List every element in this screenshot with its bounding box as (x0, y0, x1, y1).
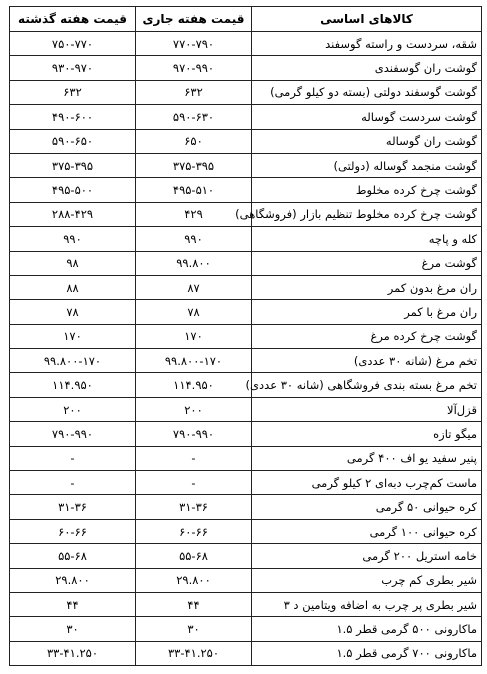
table-row (10, 373, 482, 397)
table-row (10, 495, 482, 519)
previous-price-cell: ۳۷۵-۳۹۵ (10, 153, 136, 177)
current-price-cell: ۱۷۰ (136, 324, 252, 348)
previous-price-cell: ۳۳-۴۱.۲۵۰ (10, 641, 136, 665)
item-name-cell: ران مرغ بدون کمر (252, 275, 482, 299)
previous-price-cell: ۸۸ (10, 275, 136, 299)
current-price-cell: ۴۹۵-۵۱۰ (136, 178, 252, 202)
current-price-cell: ۵۵-۶۸ (136, 544, 252, 568)
current-price-cell: ۳۷۵-۳۹۵ (136, 153, 252, 177)
header-previous-week: قیمت هفته گذشته (10, 7, 136, 32)
previous-price-cell: ۳۱-۳۶ (10, 495, 136, 519)
header-item: کالاهای اساسی (252, 7, 482, 32)
previous-price-cell: - (10, 471, 136, 495)
current-price-cell: ۳۰ (136, 617, 252, 641)
table-row (10, 471, 482, 495)
table-row (10, 397, 482, 421)
current-price-cell: ۲۹.۸۰۰ (136, 568, 252, 592)
item-name-cell: ران مرغ با کمر (252, 300, 482, 324)
current-price-cell: ۷۷۰-۷۹۰ (136, 32, 252, 56)
previous-price-cell: ۷۸ (10, 300, 136, 324)
item-name-cell: گوشت ران گوساله (252, 129, 482, 153)
current-price-cell: ۹۷۰-۹۹۰ (136, 56, 252, 80)
previous-price-cell: ۶۳۲ (10, 80, 136, 104)
previous-price-cell: ۴۹۰-۶۰۰ (10, 105, 136, 129)
item-name-cell: ماکارونی ۷۰۰ گرمی قطر ۱.۵ (252, 641, 482, 665)
table-row (10, 641, 482, 665)
previous-price-cell: ۲۹.۸۰۰ (10, 568, 136, 592)
previous-price-cell: ۶۰-۶۶ (10, 519, 136, 543)
table-row (10, 32, 482, 56)
header-current-week: قیمت هفته جاری (136, 7, 252, 32)
previous-price-cell: ۱۷۰ (10, 324, 136, 348)
table-row (10, 422, 482, 446)
previous-price-cell: ۳۰ (10, 617, 136, 641)
item-name-cell: قزل‌آلا (252, 397, 482, 421)
current-price-cell: ۹۹.۸۰۰ (136, 251, 252, 275)
item-name-cell: کره حیوانی ۱۰۰ گرمی (252, 519, 482, 543)
current-price-cell: - (136, 471, 252, 495)
item-name-cell: تخم مرغ بسته بندی فروشگاهی (شانه ۳۰ عددی) (252, 373, 482, 397)
table-row (10, 568, 482, 592)
table-row (10, 275, 482, 299)
item-name-cell: کله و پاچه (252, 227, 482, 251)
item-name-cell: گوشت منجمد گوساله (دولتی) (252, 153, 482, 177)
table-row (10, 251, 482, 275)
current-price-cell: ۳۱-۳۶ (136, 495, 252, 519)
previous-price-cell: ۴۹۵-۵۰۰ (10, 178, 136, 202)
item-name-cell: گوشت مرغ (252, 251, 482, 275)
item-name-cell: گوشت سردست گوساله (252, 105, 482, 129)
current-price-cell: ۱۱۴.۹۵۰ (136, 373, 252, 397)
table-row (10, 80, 482, 104)
current-price-cell: ۴۲۹ (136, 202, 252, 226)
previous-price-cell: ۹۹.۸۰۰-۱۷۰ (10, 349, 136, 373)
current-price-cell: ۷۸ (136, 300, 252, 324)
item-name-cell: کره حیوانی ۵۰ گرمی (252, 495, 482, 519)
item-name-cell: پنیر سفید یو اف ۴۰۰ گرمی (252, 446, 482, 470)
item-name-cell: ماست کم‌چرب دبه‌ای ۲ کیلو گرمی (252, 471, 482, 495)
table-row (10, 300, 482, 324)
previous-price-cell: ۹۹۰ (10, 227, 136, 251)
table-row (10, 592, 482, 616)
current-price-cell: ۹۹.۸۰۰-۱۷۰ (136, 349, 252, 373)
previous-price-cell: ۵۵-۶۸ (10, 544, 136, 568)
table-row (10, 617, 482, 641)
table-row (10, 227, 482, 251)
current-price-cell: ۴۴ (136, 592, 252, 616)
previous-price-cell: ۹۳۰-۹۷۰ (10, 56, 136, 80)
item-name-cell: گوشت ران گوسفندی (252, 56, 482, 80)
table-row (10, 178, 482, 202)
current-price-cell: ۶۳۲ (136, 80, 252, 104)
previous-price-cell: ۲۸۸-۴۲۹ (10, 202, 136, 226)
item-name-cell: ماکارونی ۵۰۰ گرمی قطر ۱.۵ (252, 617, 482, 641)
previous-price-cell: ۱۱۴.۹۵۰ (10, 373, 136, 397)
current-price-cell: ۹۹۰ (136, 227, 252, 251)
current-price-cell: ۷۹۰-۹۹۰ (136, 422, 252, 446)
table-body (10, 32, 482, 666)
table-row (10, 202, 482, 226)
previous-price-cell: ۵۹۰-۶۵۰ (10, 129, 136, 153)
current-price-cell: ۵۹۰-۶۳۰ (136, 105, 252, 129)
table-row (10, 349, 482, 373)
price-table-container (9, 6, 481, 666)
item-name-cell: گوشت چرخ کرده مخلوط (252, 178, 482, 202)
item-name-cell: خامه استریل ۲۰۰ گرمی (252, 544, 482, 568)
table-row (10, 446, 482, 470)
current-price-cell: - (136, 446, 252, 470)
current-price-cell: ۸۷ (136, 275, 252, 299)
table-row (10, 153, 482, 177)
item-name-cell: گوشت چرخ کرده مخلوط تنظیم بازار (فروشگاهی) (252, 202, 482, 226)
previous-price-cell: - (10, 446, 136, 470)
previous-price-cell: ۷۹۰-۹۹۰ (10, 422, 136, 446)
item-name-cell: گوشت گوسفند دولتی (بسته دو کیلو گرمی) (252, 80, 482, 104)
previous-price-cell: ۷۵۰-۷۷۰ (10, 32, 136, 56)
table-row (10, 129, 482, 153)
table-row (10, 105, 482, 129)
item-name-cell: میگو تازه (252, 422, 482, 446)
price-table (9, 6, 482, 666)
table-row (10, 544, 482, 568)
current-price-cell: ۶۵۰ (136, 129, 252, 153)
previous-price-cell: ۴۴ (10, 592, 136, 616)
previous-price-cell: ۹۸ (10, 251, 136, 275)
item-name-cell: تخم مرغ (شانه ۳۰ عددی) (252, 349, 482, 373)
current-price-cell: ۲۰۰ (136, 397, 252, 421)
item-name-cell: شیر بطری کم چرب (252, 568, 482, 592)
table-row (10, 519, 482, 543)
item-name-cell: شقه، سردست و راسته گوسفند (252, 32, 482, 56)
table-header-row (10, 7, 482, 32)
current-price-cell: ۳۳-۴۱.۲۵۰ (136, 641, 252, 665)
table-row (10, 324, 482, 348)
table-row (10, 56, 482, 80)
previous-price-cell: ۲۰۰ (10, 397, 136, 421)
item-name-cell: گوشت چرخ کرده مرغ (252, 324, 482, 348)
item-name-cell: شیر بطری پر چرب به اضافه ویتامین د ۳ (252, 592, 482, 616)
current-price-cell: ۶۰-۶۶ (136, 519, 252, 543)
